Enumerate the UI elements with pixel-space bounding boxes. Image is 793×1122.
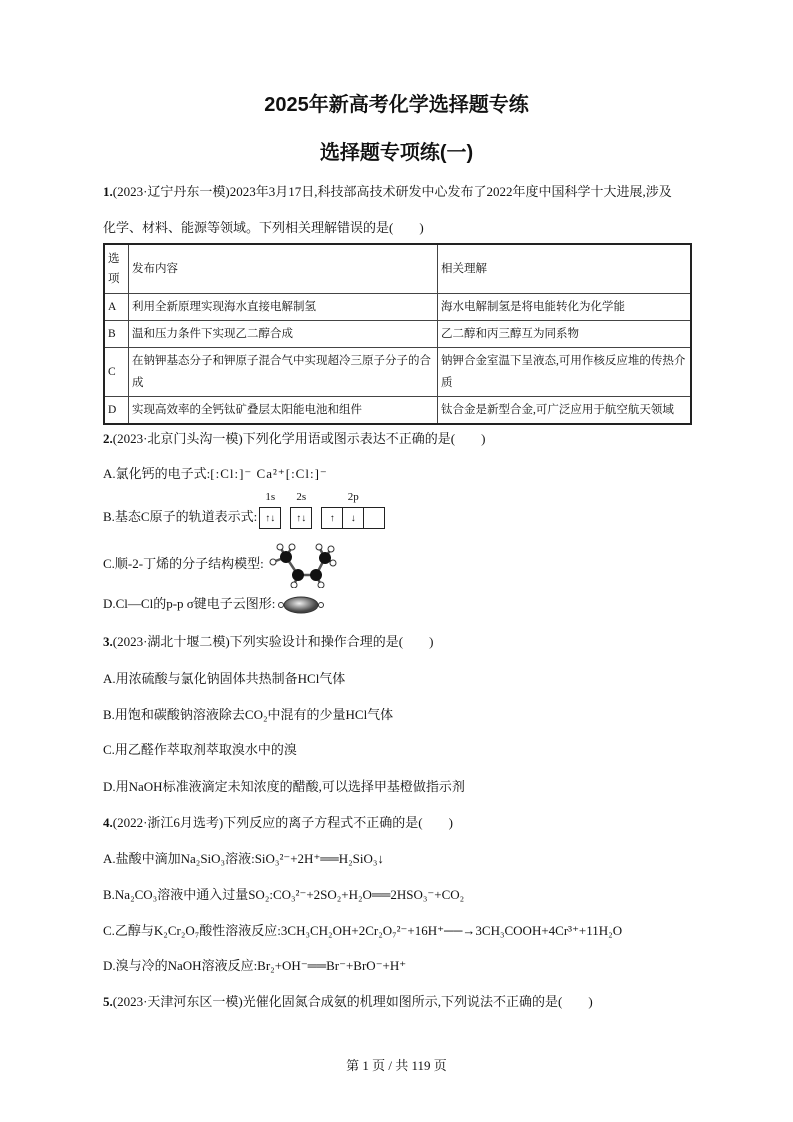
question-number: 1. [103,184,113,199]
option-text: B.基态C原子的轨道表示式: [103,509,258,524]
question-2-stem [103,428,485,447]
table-row [104,293,691,320]
orbital-1s [259,491,281,529]
option-c: C.用乙醛作萃取剂萃取溴水中的溴 [103,742,297,757]
question-1-stem [103,181,672,200]
orbital-box: ↑↓ [290,507,312,529]
question-3-stem [103,631,433,650]
table-cell: 实现高效率的全钙钛矿叠层太阳能电池和组件 [129,396,438,424]
option-b [103,491,394,529]
header-cell: 选项 [104,244,129,293]
question-number: 3. [103,634,113,649]
question-4-stem [103,812,453,831]
question-text: (2023·辽宁丹东一模)2023年3月17日,科技部高技术研发中心发布了2022年度中国科学十大进展,涉及 [112,184,672,199]
option-text: D.Cl—Cl的p-p σ键电子云图形: [103,596,276,611]
cis-2-butene-model-icon [266,542,341,588]
orbital-box: ↑ [321,507,343,529]
orbital-box [364,507,385,529]
option-d: D.溴与冷的NaOH溶液反应:Br₂+OH⁻══Br⁻+BrO⁻+H⁺ [103,958,407,973]
table-row [104,320,691,347]
document-subtitle: 选择题专项练(一) [319,142,474,164]
table-cell: 在钠钾基态分子和钾原子混合气中实现超冷三原子分子的合成 [129,347,438,396]
table-header-row [104,244,691,293]
table-cell: D [104,396,129,424]
orbital-label-2s: 2s [296,491,307,504]
table-cell: 乙二醇和丙三醇互为同系物 [438,320,692,347]
option-b: B.用饱和碳酸钠溶液除去CO₂中混有的少量HCl气体 [103,707,394,722]
table-row [104,347,691,396]
option-d [103,593,327,615]
option-text: C.顺-2-丁烯的分子结构模型: [103,555,264,571]
table-cell: C [104,347,129,396]
orbital-2p [321,491,385,529]
question-number: 5. [103,994,113,1009]
option-c: C.乙醇与K₂Cr₂O₇酸性溶液反应:3CH₃CH₂OH+2Cr₂O₇²⁻+16H⁺──→3CH₃COOH+4Cr³⁺+11H₂O [103,923,623,938]
orbital-label-1s: 1s [265,491,276,504]
header-cell: 相关理解 [438,244,692,293]
document-title: 2025年新高考化学选择题专练 [264,94,529,116]
option-d: D.用NaOH标准液滴定未知浓度的醋酸,可以选择甲基橙做指示剂 [103,779,465,794]
option-text: A.氯化钙的电子式: [103,466,211,481]
option-a: A.用浓硫酸与氯化钠固体共热制备HCl气体 [103,671,346,686]
electron-formula: [:Cl:]⁻ Ca²⁺[:Cl:]⁻ [210,466,328,481]
table-cell: 利用全新原理实现海水直接电解制氢 [129,293,438,320]
orbital-box: ↓ [343,507,364,529]
question-1-table [103,243,692,425]
question-1-stem-cont: 化学、材料、能源等领域。下列相关理解错误的是( ) [103,220,424,235]
option-b: B.Na₂CO₃溶液中通入过量SO₂:CO₃²⁻+2SO₂+H₂O══2HSO₃⁻+CO₂ [103,887,465,902]
option-a [103,463,328,482]
sigma-bond-cloud-icon [277,595,327,615]
question-text: (2023·湖北十堰二模)下列实验设计和操作合理的是( ) [112,634,434,649]
table-row [104,396,691,424]
page-footer: 第 1 页 / 共 119 页 [346,1058,447,1073]
table-cell: 温和压力条件下实现乙二醇合成 [129,320,438,347]
table-cell: 钛合金是新型合金,可广泛应用于航空航天领域 [438,396,692,424]
question-number: 4. [103,815,113,830]
orbital-diagram [259,491,394,529]
question-text: (2023·北京门头沟一模)下列化学用语或图示表达不正确的是( ) [112,431,486,446]
question-number: 2. [103,431,113,446]
option-c [103,542,341,588]
orbital-label-2p: 2p [347,491,359,504]
table-cell: A [104,293,129,320]
question-text: (2023·天津河东区一模)光催化固氮合成氨的机理如图所示,下列说法不正确的是( ) [112,994,593,1009]
table-cell: B [104,320,129,347]
question-text: (2022·浙江6月选考)下列反应的离子方程式不正确的是( ) [112,815,453,830]
orbital-2s [290,491,312,529]
table-cell: 海水电解制氢是将电能转化为化学能 [438,293,692,320]
question-5-stem [103,991,593,1010]
table-cell: 钠钾合金室温下呈液态,可用作核反应堆的传热介质 [438,347,692,396]
option-a: A.盐酸中滴加Na₂SiO₃溶液:SiO₃²⁻+2H⁺══H₂SiO₃↓ [103,851,384,866]
orbital-box: ↑↓ [259,507,281,529]
header-cell: 发布内容 [129,244,438,293]
